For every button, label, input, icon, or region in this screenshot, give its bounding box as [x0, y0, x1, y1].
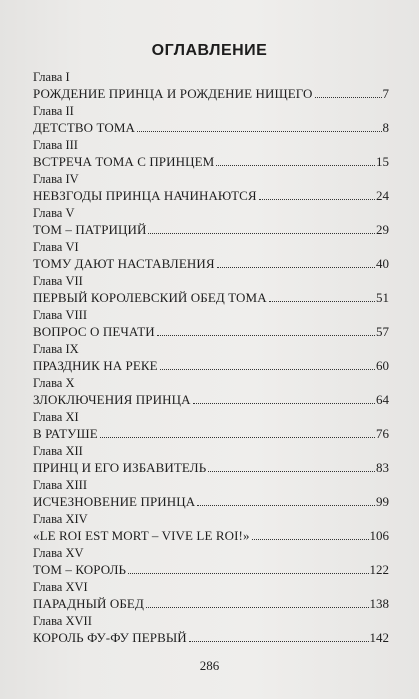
toc-entry — [33, 70, 389, 104]
toc-entry — [33, 410, 389, 444]
chapter-label: Глава XI — [33, 410, 79, 424]
chapter-label: Глава XV — [33, 546, 84, 560]
chapter-label: Глава VIII — [33, 308, 87, 322]
chapter-label: Глава XIV — [33, 512, 88, 526]
chapter-title: «LE ROI EST MORT – VIVE LE ROI!» — [33, 528, 250, 543]
chapter-line — [33, 119, 389, 136]
chapter-line — [33, 153, 389, 170]
chapter-title: ИСЧЕЗНОВЕНИЕ ПРИНЦА — [33, 494, 196, 509]
chapter-page-number: 29 — [376, 222, 389, 237]
chapter-title: РОЖДЕНИЕ ПРИНЦА И РОЖДЕНИЕ НИЩЕГО — [33, 86, 313, 101]
dot-leader — [160, 369, 375, 370]
chapter-page-number: 7 — [382, 86, 389, 101]
chapter-line — [33, 187, 389, 204]
chapter-title: В РАТУШЕ — [33, 426, 98, 441]
chapter-line — [33, 595, 389, 612]
dot-leader — [269, 301, 375, 302]
toc-entry — [33, 104, 389, 138]
dot-leader — [216, 165, 375, 166]
table-of-contents — [33, 70, 389, 648]
toc-entry — [33, 478, 389, 512]
toc-entry — [33, 138, 389, 172]
chapter-line — [33, 629, 389, 646]
chapter-title: ПРАЗДНИК НА РЕКЕ — [33, 358, 158, 373]
chapter-page-number: 15 — [376, 154, 389, 169]
chapter-label: Глава V — [33, 206, 75, 220]
chapter-title: ВСТРЕЧА ТОМА С ПРИНЦЕМ — [33, 154, 215, 169]
chapter-page-number: 57 — [376, 324, 389, 339]
dot-leader — [128, 573, 368, 574]
toc-entry — [33, 172, 389, 206]
chapter-label: Глава XVI — [33, 580, 88, 594]
chapter-line — [33, 391, 389, 408]
chapter-label: Глава II — [33, 104, 74, 118]
dot-leader — [315, 97, 382, 98]
toc-entry — [33, 342, 389, 376]
dot-leader — [197, 505, 375, 506]
dot-leader — [137, 131, 382, 132]
chapter-line — [33, 323, 389, 340]
chapter-title: ВОПРОС О ПЕЧАТИ — [33, 324, 155, 339]
chapter-label: Глава XIII — [33, 478, 87, 492]
chapter-line — [33, 221, 389, 238]
dot-leader — [146, 607, 369, 608]
dot-leader — [208, 471, 375, 472]
chapter-page-number: 64 — [376, 392, 389, 407]
chapter-page-number: 60 — [376, 358, 389, 373]
chapter-label: Глава XVII — [33, 614, 92, 628]
chapter-title: ПЕРВЫЙ КОРОЛЕВСКИЙ ОБЕД ТОМА — [33, 290, 267, 305]
chapter-label: Глава VII — [33, 274, 83, 288]
toc-entry — [33, 614, 389, 648]
chapter-page-number: 138 — [369, 596, 389, 611]
chapter-title: ЗЛОКЛЮЧЕНИЯ ПРИНЦА — [33, 392, 191, 407]
toc-entry — [33, 274, 389, 308]
toc-entry — [33, 512, 389, 546]
chapter-page-number: 76 — [376, 426, 389, 441]
chapter-line — [33, 459, 389, 476]
toc-entry — [33, 444, 389, 478]
dot-leader — [193, 403, 375, 404]
chapter-title: ПАРАДНЫЙ ОБЕД — [33, 596, 144, 611]
dot-leader — [189, 641, 369, 642]
chapter-title: ДЕТСТВО ТОМА — [33, 120, 135, 135]
chapter-line — [33, 425, 389, 442]
toc-entry — [33, 546, 389, 580]
dot-leader — [252, 539, 369, 540]
chapter-label: Глава X — [33, 376, 75, 390]
dot-leader — [100, 437, 375, 438]
chapter-page-number: 106 — [369, 528, 389, 543]
dot-leader — [148, 233, 375, 234]
chapter-title: НЕВЗГОДЫ ПРИНЦА НАЧИНАЮТСЯ — [33, 188, 257, 203]
chapter-line — [33, 357, 389, 374]
toc-entry — [33, 206, 389, 240]
chapter-label: Глава VI — [33, 240, 79, 254]
chapter-page-number: 51 — [376, 290, 389, 305]
chapter-label: Глава IV — [33, 172, 79, 186]
chapter-line — [33, 289, 389, 306]
chapter-label: Глава I — [33, 70, 70, 84]
chapter-page-number: 142 — [369, 630, 389, 645]
chapter-line — [33, 255, 389, 272]
chapter-page-number: 83 — [376, 460, 389, 475]
chapter-page-number: 99 — [376, 494, 389, 509]
chapter-label: Глава III — [33, 138, 78, 152]
chapter-title: ТОМУ ДАЮТ НАСТАВЛЕНИЯ — [33, 256, 215, 271]
toc-entry — [33, 580, 389, 614]
chapter-line — [33, 561, 389, 578]
dot-leader — [259, 199, 375, 200]
page-number: 286 — [199, 658, 220, 673]
chapter-page-number: 8 — [382, 120, 389, 135]
dot-leader — [157, 335, 375, 336]
chapter-page-number: 24 — [376, 188, 389, 203]
chapter-label: Глава XII — [33, 444, 83, 458]
chapter-line — [33, 85, 389, 102]
toc-title: ОГЛАВЛЕНИЕ — [151, 42, 268, 59]
toc-entry — [33, 308, 389, 342]
dot-leader — [217, 267, 375, 268]
toc-entry — [33, 376, 389, 410]
chapter-page-number: 122 — [369, 562, 389, 577]
chapter-line — [33, 493, 389, 510]
toc-entry — [33, 240, 389, 274]
chapter-label: Глава IX — [33, 342, 79, 356]
chapter-title: ПРИНЦ И ЕГО ИЗБАВИТЕЛЬ — [33, 460, 207, 475]
chapter-title: КОРОЛЬ ФУ-ФУ ПЕРВЫЙ — [33, 630, 187, 645]
chapter-page-number: 40 — [376, 256, 389, 271]
chapter-line — [33, 527, 389, 544]
chapter-title: ТОМ – ПАТРИЦИЙ — [33, 222, 147, 237]
chapter-title: ТОМ – КОРОЛЬ — [33, 562, 127, 577]
